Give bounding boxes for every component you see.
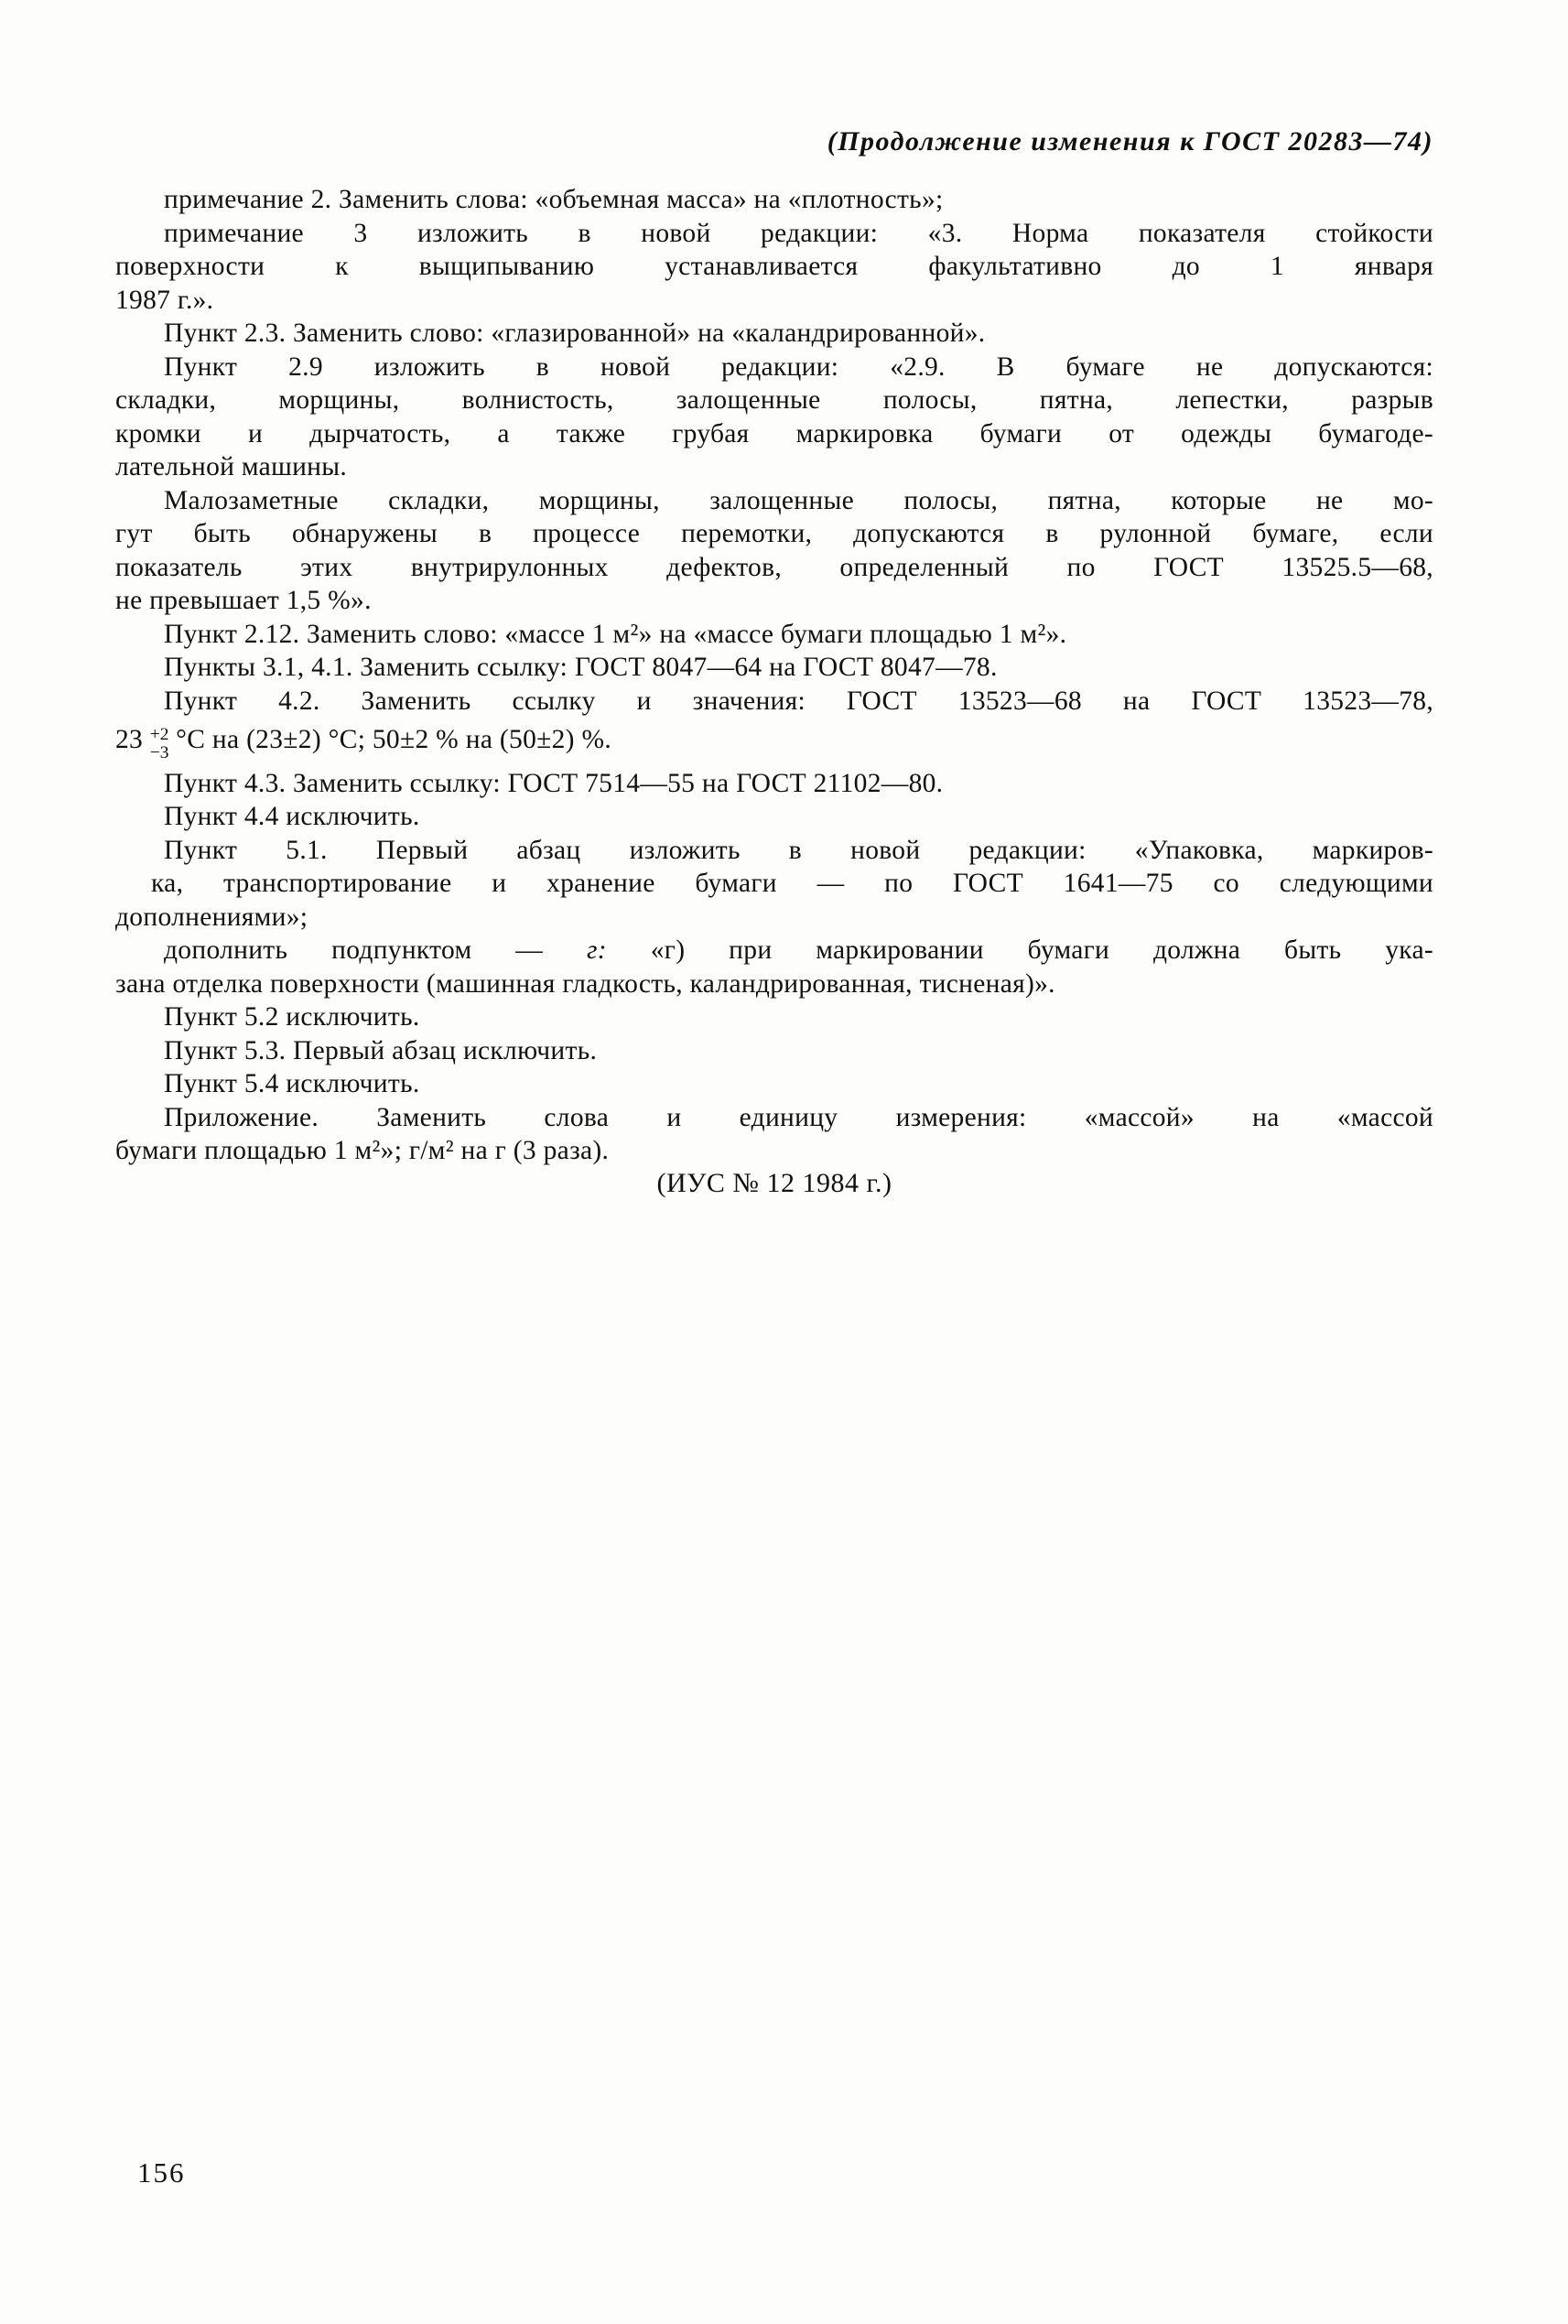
document-header: (Продолжение изменения к ГОСТ 20283—74) [827,126,1433,157]
italic-text: г: [586,935,607,966]
text-segment: Малозаметные складки, морщины, залощенные полосы, пятна, которые не мо- [164,485,1433,515]
text-line [115,718,1433,767]
text-line [115,800,1433,834]
text-segment: не превышает 1,5 %». [115,586,372,615]
text-segment: ка, транспортирование и хранение бумаги — по ГОСТ 1641—75 со следующими [151,869,1433,899]
text-line [115,517,1433,551]
text-line [115,651,1433,685]
text-segment: Пункт 5.2 исключить. [164,1002,420,1032]
text-line [115,618,1433,652]
text-line [115,967,1433,1001]
page-number: 156 [137,2156,186,2189]
text-line [115,284,1433,318]
text-line [115,1000,1433,1034]
text-segment: Пункт 4.3. Заменить ссылку: ГОСТ 7514—55 на ГОСТ 21102—80. [164,768,944,798]
text-segment: Пункт 2.9 изложить в новой редакции: «2.9. В бумаге не допускаются: [164,351,1433,382]
text-segment: кромки и дырчатость, а также грубая маркировка бумаги от одежды бумагоде- [115,418,1433,449]
text-segment: Пункт 2.3. Заменить слово: «глазированной» на «каландрированной». [164,319,986,348]
text-segment: Пункт 5.3. Первый абзац исключить. [164,1035,598,1065]
text-segment: Пункт 5.1. Первый абзац изложить в новой редакции: «Упаковка, маркиров- [164,835,1433,865]
text-line [115,450,1433,484]
text-line [115,317,1433,351]
text-line [115,767,1433,801]
text-segment: показатель этих внутрирулонных дефектов, определенный по ГОСТ 13525.5—68, [115,552,1433,582]
issue-note: (ИУС № 12 1984 г.) [656,1168,892,1198]
text-segment: зана отделка поверхности (машинная гладкость, каландрированная, тисненая)». [115,968,1055,999]
text-line [115,1034,1433,1068]
text-line [115,183,1433,217]
text-line [115,1067,1433,1101]
text-line [115,250,1433,284]
text-segment: Пункт 4.2. Заменить ссылку и значения: ГОСТ 13523—68 на ГОСТ 13523—78, [164,686,1433,716]
text-segment: дополнениями»; [115,902,308,932]
text-segment: Пункт 4.4 исключить. [164,802,420,832]
text-segment: Пункт 2.12. Заменить слово: «массе 1 м²» на «массе бумаги площадью 1 м²». [164,619,1067,649]
text-segment: складки, морщины, волнистость, залощенные полосы, пятна, лепестки, разрыв [115,385,1433,415]
text-line [115,867,1433,901]
text-line [115,384,1433,417]
text-segment: °С на (23±2) °С; 50±2 % на (50±2) %. [168,725,612,754]
text-segment: 23 [115,725,150,754]
text-segment: Пункты 3.1, 4.1. Заменить ссылку: ГОСТ 8047—64 на ГОСТ 8047—78. [164,653,998,682]
text-line [115,934,1433,967]
text-line [115,584,1433,618]
text-line [115,834,1433,868]
text-line [115,551,1433,585]
tolerance-stack: +2 −3 [149,724,169,762]
text-segment: поверхности к выщипыванию устанавливается факультативно до 1 января [115,252,1433,281]
text-segment: примечание 3 изложить в новой редакции: «3. Норма показателя стойкости [164,218,1433,248]
text-line [115,1101,1433,1135]
text-segment: лательной машины. [115,452,348,481]
text-line [115,901,1433,935]
text-line [115,1134,1433,1168]
document-body [115,183,1433,1168]
text-segment: Приложение. Заменить слова и единицу измерения: «массой» на «массой [164,1102,1433,1132]
text-segment: 1987 г.». [115,285,214,315]
text-segment: гут быть обнаружены в процессе перемотки, допускаются в рулонной бумаге, если [115,519,1433,548]
text-line [115,351,1433,384]
text-segment: примечание 2. Заменить слова: «объемная масса» на «плотность»; [164,185,944,214]
text-line [115,685,1433,719]
text-segment: дополнить подпунктом — [164,935,587,966]
text-line [115,484,1433,518]
text-segment: бумаги площадью 1 м²»; г/м² на г (3 раза). [115,1136,610,1166]
text-segment: «г) при маркировании бумаги должна быть ука- [606,935,1433,966]
text-segment: Пункт 5.4 исключить. [164,1069,420,1099]
text-line [115,417,1433,451]
text-line [115,217,1433,251]
